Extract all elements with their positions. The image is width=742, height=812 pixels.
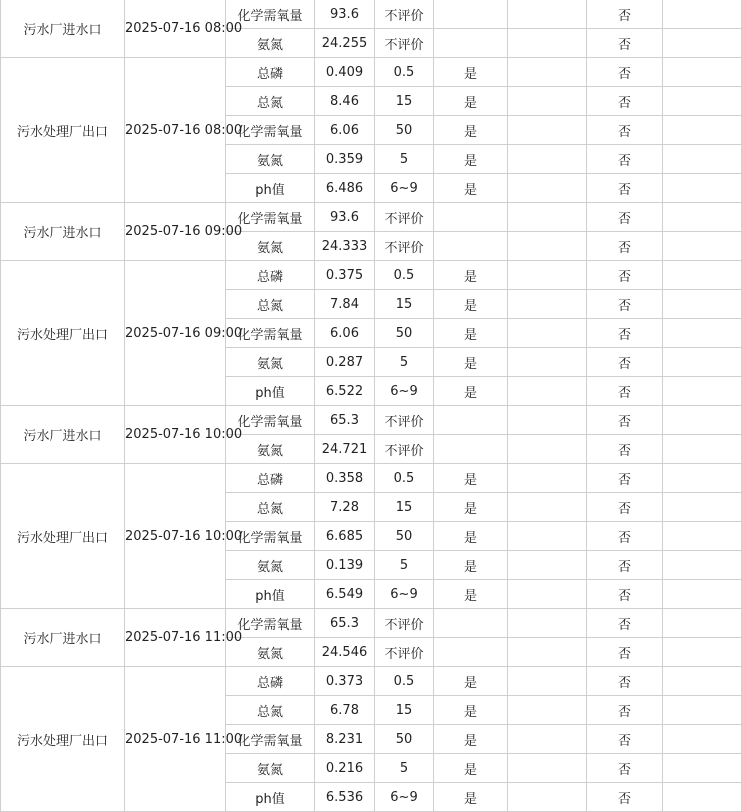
blank-cell <box>663 0 742 29</box>
measured-value-cell: 93.6 <box>315 0 375 29</box>
standard-limit-cell: 不评价 <box>375 203 434 232</box>
blank-cell <box>508 725 587 754</box>
site-name-cell: 污水处理厂出口 <box>1 261 125 406</box>
pollutant-item-cell: 总磷 <box>226 464 315 493</box>
compliance-cell <box>434 29 508 58</box>
blank-cell <box>663 348 742 377</box>
compliance-cell: 是 <box>434 754 508 783</box>
standard-limit-cell: 不评价 <box>375 29 434 58</box>
blank-cell <box>663 145 742 174</box>
blank-cell <box>663 580 742 609</box>
blank-cell <box>663 609 742 638</box>
site-name-cell: 污水处理厂出口 <box>1 58 125 203</box>
site-name-cell: 污水处理厂出口 <box>1 667 125 812</box>
standard-limit-cell: 0.5 <box>375 464 434 493</box>
compliance-cell <box>434 232 508 261</box>
blank-cell <box>663 261 742 290</box>
standard-limit-cell: 6~9 <box>375 377 434 406</box>
table-row <box>1 609 742 638</box>
table-row <box>1 0 742 29</box>
measured-value-cell: 0.358 <box>315 464 375 493</box>
pollutant-item-cell: 氨氮 <box>226 232 315 261</box>
blank-cell <box>508 667 587 696</box>
exceed-flag-cell: 否 <box>587 58 663 87</box>
measured-value-cell: 24.333 <box>315 232 375 261</box>
blank-cell <box>663 406 742 435</box>
blank-cell <box>508 754 587 783</box>
site-name-cell: 污水厂进水口 <box>1 406 125 464</box>
measured-value-cell: 6.522 <box>315 377 375 406</box>
blank-cell <box>508 638 587 667</box>
blank-cell <box>663 232 742 261</box>
compliance-cell: 是 <box>434 783 508 812</box>
blank-cell <box>508 261 587 290</box>
measured-value-cell: 7.28 <box>315 493 375 522</box>
pollutant-item-cell: ph值 <box>226 377 315 406</box>
compliance-cell: 是 <box>434 580 508 609</box>
exceed-flag-cell: 否 <box>587 261 663 290</box>
compliance-cell <box>434 435 508 464</box>
exceed-flag-cell: 否 <box>587 754 663 783</box>
monitor-time-cell: 2025-07-16 09:00 <box>125 203 226 261</box>
exceed-flag-cell: 否 <box>587 406 663 435</box>
site-name-cell: 污水厂进水口 <box>1 203 125 261</box>
exceed-flag-cell: 否 <box>587 667 663 696</box>
compliance-cell: 是 <box>434 174 508 203</box>
standard-limit-cell: 50 <box>375 725 434 754</box>
standard-limit-cell: 50 <box>375 319 434 348</box>
compliance-cell: 是 <box>434 464 508 493</box>
pollutant-item-cell: 氨氮 <box>226 435 315 464</box>
table-row <box>1 667 742 696</box>
table-row <box>1 261 742 290</box>
blank-cell <box>508 58 587 87</box>
site-name-cell: 污水处理厂出口 <box>1 464 125 609</box>
table-row <box>1 58 742 87</box>
blank-cell <box>508 609 587 638</box>
blank-cell <box>663 522 742 551</box>
pollutant-item-cell: 总磷 <box>226 261 315 290</box>
exceed-flag-cell: 否 <box>587 145 663 174</box>
standard-limit-cell: 15 <box>375 87 434 116</box>
standard-limit-cell: 不评价 <box>375 609 434 638</box>
measured-value-cell: 6.06 <box>315 116 375 145</box>
standard-limit-cell: 5 <box>375 145 434 174</box>
standard-limit-cell: 5 <box>375 348 434 377</box>
measured-value-cell: 6.486 <box>315 174 375 203</box>
standard-limit-cell: 6~9 <box>375 580 434 609</box>
blank-cell <box>663 464 742 493</box>
exceed-flag-cell: 否 <box>587 464 663 493</box>
blank-cell <box>508 377 587 406</box>
blank-cell <box>663 493 742 522</box>
blank-cell <box>508 348 587 377</box>
blank-cell <box>508 116 587 145</box>
exceed-flag-cell: 否 <box>587 435 663 464</box>
blank-cell <box>663 87 742 116</box>
blank-cell <box>663 58 742 87</box>
measured-value-cell: 24.721 <box>315 435 375 464</box>
standard-limit-cell: 15 <box>375 290 434 319</box>
measured-value-cell: 93.6 <box>315 203 375 232</box>
compliance-cell: 是 <box>434 290 508 319</box>
measured-value-cell: 8.231 <box>315 725 375 754</box>
standard-limit-cell: 5 <box>375 754 434 783</box>
compliance-cell: 是 <box>434 551 508 580</box>
pollutant-item-cell: 氨氮 <box>226 348 315 377</box>
table-row <box>1 464 742 493</box>
measured-value-cell: 0.359 <box>315 145 375 174</box>
pollutant-item-cell: ph值 <box>226 174 315 203</box>
standard-limit-cell: 不评价 <box>375 435 434 464</box>
pollutant-item-cell: ph值 <box>226 580 315 609</box>
blank-cell <box>508 406 587 435</box>
pollutant-item-cell: 化学需氧量 <box>226 319 315 348</box>
standard-limit-cell: 6~9 <box>375 174 434 203</box>
standard-limit-cell: 15 <box>375 696 434 725</box>
standard-limit-cell: 50 <box>375 522 434 551</box>
blank-cell <box>508 493 587 522</box>
pollutant-item-cell: 总氮 <box>226 493 315 522</box>
exceed-flag-cell: 否 <box>587 609 663 638</box>
blank-cell <box>508 203 587 232</box>
monitor-time-cell: 2025-07-16 10:00 <box>125 406 226 464</box>
exceed-flag-cell: 否 <box>587 174 663 203</box>
blank-cell <box>508 0 587 29</box>
exceed-flag-cell: 否 <box>587 319 663 348</box>
pollutant-item-cell: 化学需氧量 <box>226 609 315 638</box>
pollutant-item-cell: 化学需氧量 <box>226 203 315 232</box>
compliance-cell: 是 <box>434 522 508 551</box>
blank-cell <box>508 783 587 812</box>
blank-cell <box>508 435 587 464</box>
blank-cell <box>508 551 587 580</box>
compliance-cell: 是 <box>434 116 508 145</box>
measured-value-cell: 8.46 <box>315 87 375 116</box>
blank-cell <box>508 232 587 261</box>
blank-cell <box>508 29 587 58</box>
pollutant-item-cell: 氨氮 <box>226 145 315 174</box>
blank-cell <box>508 145 587 174</box>
monitor-time-cell: 2025-07-16 09:00 <box>125 261 226 406</box>
exceed-flag-cell: 否 <box>587 377 663 406</box>
blank-cell <box>663 696 742 725</box>
compliance-cell: 是 <box>434 348 508 377</box>
exceed-flag-cell: 否 <box>587 29 663 58</box>
pollutant-item-cell: 化学需氧量 <box>226 116 315 145</box>
blank-cell <box>508 87 587 116</box>
measured-value-cell: 0.216 <box>315 754 375 783</box>
exceed-flag-cell: 否 <box>587 116 663 145</box>
measured-value-cell: 6.78 <box>315 696 375 725</box>
pollutant-item-cell: 氨氮 <box>226 754 315 783</box>
standard-limit-cell: 5 <box>375 551 434 580</box>
site-name-cell: 污水厂进水口 <box>1 0 125 58</box>
standard-limit-cell: 0.5 <box>375 261 434 290</box>
standard-limit-cell: 6~9 <box>375 783 434 812</box>
exceed-flag-cell: 否 <box>587 783 663 812</box>
pollutant-item-cell: 化学需氧量 <box>226 406 315 435</box>
measured-value-cell: 65.3 <box>315 406 375 435</box>
pollutant-item-cell: 化学需氧量 <box>226 522 315 551</box>
monitor-time-cell: 2025-07-16 08:00 <box>125 0 226 58</box>
standard-limit-cell: 15 <box>375 493 434 522</box>
compliance-cell: 是 <box>434 319 508 348</box>
compliance-cell: 是 <box>434 377 508 406</box>
measured-value-cell: 0.373 <box>315 667 375 696</box>
exceed-flag-cell: 否 <box>587 290 663 319</box>
blank-cell <box>663 174 742 203</box>
compliance-cell: 是 <box>434 261 508 290</box>
pollutant-item-cell: 氨氮 <box>226 638 315 667</box>
blank-cell <box>663 551 742 580</box>
exceed-flag-cell: 否 <box>587 522 663 551</box>
measured-value-cell: 24.255 <box>315 29 375 58</box>
measured-value-cell: 6.536 <box>315 783 375 812</box>
compliance-cell: 是 <box>434 145 508 174</box>
exceed-flag-cell: 否 <box>587 580 663 609</box>
compliance-cell <box>434 638 508 667</box>
measured-value-cell: 24.546 <box>315 638 375 667</box>
measured-value-cell: 0.375 <box>315 261 375 290</box>
blank-cell <box>663 754 742 783</box>
compliance-cell: 是 <box>434 58 508 87</box>
blank-cell <box>663 319 742 348</box>
compliance-cell: 是 <box>434 87 508 116</box>
blank-cell <box>663 290 742 319</box>
monitor-time-cell: 2025-07-16 11:00 <box>125 667 226 812</box>
standard-limit-cell: 不评价 <box>375 638 434 667</box>
compliance-cell: 是 <box>434 696 508 725</box>
monitor-time-cell: 2025-07-16 11:00 <box>125 609 226 667</box>
measured-value-cell: 0.287 <box>315 348 375 377</box>
blank-cell <box>508 174 587 203</box>
pollutant-item-cell: 总氮 <box>226 696 315 725</box>
compliance-cell <box>434 0 508 29</box>
blank-cell <box>663 783 742 812</box>
blank-cell <box>663 203 742 232</box>
exceed-flag-cell: 否 <box>587 87 663 116</box>
blank-cell <box>663 116 742 145</box>
exceed-flag-cell: 否 <box>587 493 663 522</box>
exceed-flag-cell: 否 <box>587 638 663 667</box>
blank-cell <box>663 377 742 406</box>
pollutant-item-cell: 总氮 <box>226 87 315 116</box>
measured-value-cell: 6.549 <box>315 580 375 609</box>
compliance-cell <box>434 406 508 435</box>
compliance-cell: 是 <box>434 493 508 522</box>
measured-value-cell: 0.139 <box>315 551 375 580</box>
compliance-cell: 是 <box>434 725 508 754</box>
blank-cell <box>663 638 742 667</box>
compliance-cell <box>434 203 508 232</box>
monitor-time-cell: 2025-07-16 10:00 <box>125 464 226 609</box>
blank-cell <box>508 522 587 551</box>
exceed-flag-cell: 否 <box>587 232 663 261</box>
blank-cell <box>663 435 742 464</box>
blank-cell <box>508 696 587 725</box>
measured-value-cell: 65.3 <box>315 609 375 638</box>
standard-limit-cell: 50 <box>375 116 434 145</box>
pollutant-item-cell: 总磷 <box>226 58 315 87</box>
pollutant-item-cell: 总磷 <box>226 667 315 696</box>
table-row <box>1 203 742 232</box>
pollutant-item-cell: 总氮 <box>226 290 315 319</box>
measured-value-cell: 6.685 <box>315 522 375 551</box>
exceed-flag-cell: 否 <box>587 551 663 580</box>
blank-cell <box>663 29 742 58</box>
pollutant-item-cell: 化学需氧量 <box>226 0 315 29</box>
site-name-cell: 污水厂进水口 <box>1 609 125 667</box>
compliance-cell: 是 <box>434 667 508 696</box>
exceed-flag-cell: 否 <box>587 0 663 29</box>
pollutant-item-cell: 氨氮 <box>226 29 315 58</box>
pollutant-item-cell: ph值 <box>226 783 315 812</box>
measured-value-cell: 6.06 <box>315 319 375 348</box>
measured-value-cell: 0.409 <box>315 58 375 87</box>
exceed-flag-cell: 否 <box>587 203 663 232</box>
exceed-flag-cell: 否 <box>587 725 663 754</box>
pollutant-item-cell: 氨氮 <box>226 551 315 580</box>
measured-value-cell: 7.84 <box>315 290 375 319</box>
blank-cell <box>508 290 587 319</box>
blank-cell <box>663 667 742 696</box>
standard-limit-cell: 0.5 <box>375 667 434 696</box>
table-body <box>1 0 742 812</box>
exceed-flag-cell: 否 <box>587 348 663 377</box>
blank-cell <box>663 725 742 754</box>
exceed-flag-cell: 否 <box>587 696 663 725</box>
monitor-time-cell: 2025-07-16 08:00 <box>125 58 226 203</box>
blank-cell <box>508 319 587 348</box>
table-row <box>1 406 742 435</box>
pollutant-item-cell: 化学需氧量 <box>226 725 315 754</box>
standard-limit-cell: 0.5 <box>375 58 434 87</box>
compliance-cell <box>434 609 508 638</box>
blank-cell <box>508 464 587 493</box>
standard-limit-cell: 不评价 <box>375 232 434 261</box>
standard-limit-cell: 不评价 <box>375 406 434 435</box>
standard-limit-cell: 不评价 <box>375 0 434 29</box>
blank-cell <box>508 580 587 609</box>
